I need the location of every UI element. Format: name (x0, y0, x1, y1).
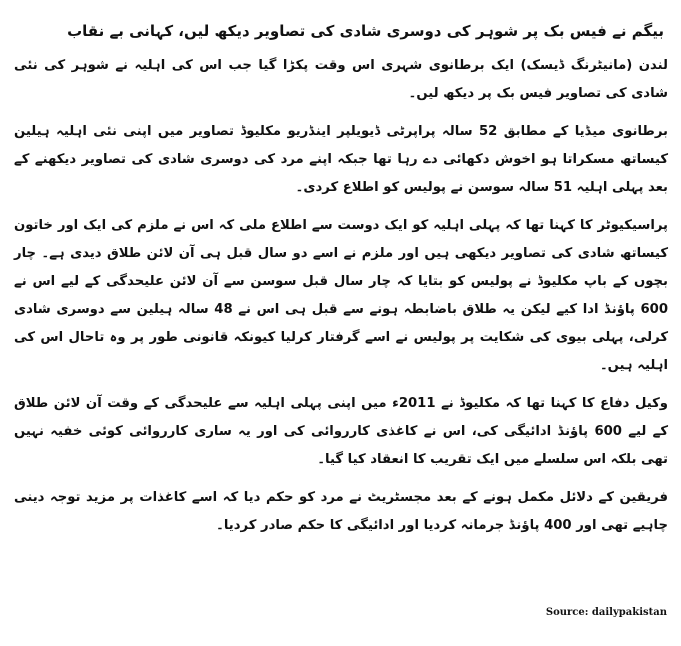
article-paragraph-3: پراسیکیوٹر کا کہنا تھا کہ پہلی اہلیہ کو ایک دوست سے اطلاع ملی کہ اس نے ملزم کی ایک اور خاتون کیساتھ شادی کی تصاویر دیکھی ہیں اور ملزم نے اسے دو سال قبل ہی آن لائن طلاق دیدی ہے۔ چار بچوں کے باپ مکلیوڈ نے پولیس کو بتایا کہ چار سال قبل سوسن سے آن لائن علیحدگی کے لیے اس نے 600 پاؤنڈ ادا کیے لیکن یہ طلاق باضابطہ ہونے سے قبل ہی اس نے 48 سالہ ہیلین سے دوسری شادی کرلی، پہلی بیوی کی شکایت پر پولیس نے اسے گرفتار کرلیا کیونکہ قانونی طور پر وہ تاحال اس کی اہلیہ ہیں۔ (14, 218, 668, 373)
article-paragraph-2: برطانوی میڈیا کے مطابق 52 سالہ پراپرٹی ڈیویلپر اینڈریو مکلیوڈ تصاویر میں اپنی نئی اہلیہ ہیلین کیساتھ مسکراتا ہو اخوش دکھائی دے رہا تھا جبکہ اپنے مرد کی دوسری شادی کی تصاویر دیکھنے کے بعد پہلی اہلیہ 51 سالہ سوسن نے پولیس کو اطلاع کردی۔ (14, 124, 668, 195)
article-paragraph-4: وکیل دفاع کا کہنا تھا کہ مکلیوڈ نے 2011ء میں اپنی پہلی اہلیہ سے علیحدگی کے وقت آن لائن طلاق کے لیے 600 پاؤنڈ ادائیگی کی، اس نے کاغذی کارروائی کی اور یہ ساری کارروائی کوئی خفیہ نہیں تھی بلکہ اس سلسلے میں ایک تقریب کا انعقاد کیا گیا۔ (14, 396, 669, 467)
article (14, 18, 668, 550)
article-paragraph-5: فریقین کے دلائل مکمل ہونے کے بعد مجسٹریٹ نے مرد کو حکم دیا کہ اسے کاغذات پر مزید توجہ دینی چاہیے تھی اور 400 پاؤنڈ جرمانہ کردیا اور ادائیگی کا حکم صادر کردیا۔ (14, 490, 668, 533)
article-paragraph-1: لندن (مانیٹرنگ ڈیسک) ایک برطانوی شہری اس وقت پکڑا گیا جب اس کی اہلیہ نے شوہر کی نئی شادی کی تصاویر فیس بک پر دیکھ لیں۔ (14, 58, 668, 101)
source-credit: Source: dailypakistan (545, 607, 667, 618)
article-headline: بیگم نے فیس بک پر شوہر کی دوسری شادی کی تصاویر دیکھ لیں، کہانی بے نقاب (67, 22, 664, 40)
